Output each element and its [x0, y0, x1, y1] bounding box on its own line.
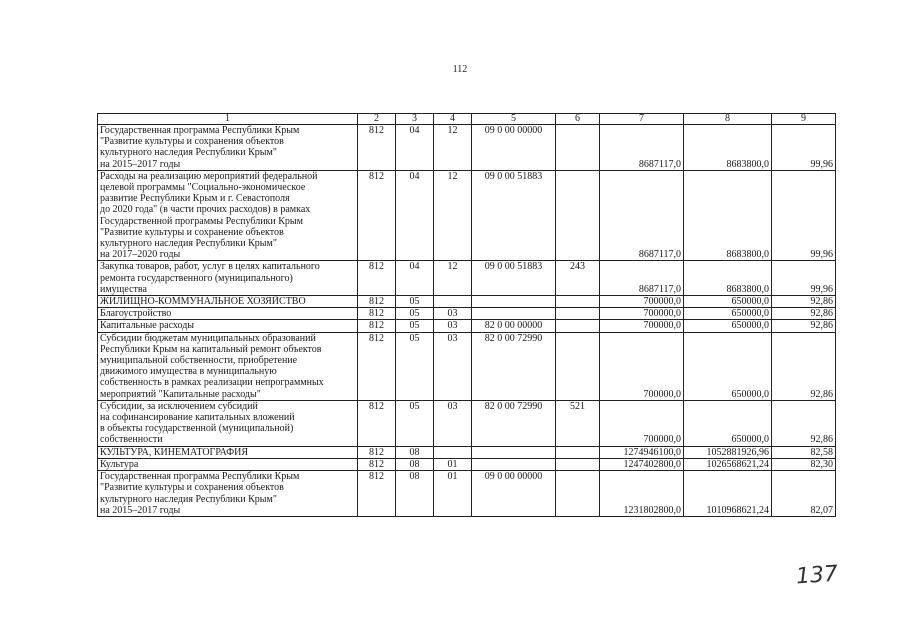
- cell-ministry-code: 812: [358, 296, 396, 308]
- cell-percent: 99,96: [772, 125, 836, 171]
- cell-expense-type: [556, 458, 600, 470]
- table-row: [98, 308, 836, 320]
- cell-target-article: 82 0 00 72990: [472, 400, 556, 446]
- cell-percent: 82,07: [772, 471, 836, 517]
- table-row: [98, 170, 836, 261]
- cell-executed: 650000,0: [684, 400, 772, 446]
- cell-percent: 92,86: [772, 320, 836, 332]
- cell-subsection: 03: [434, 308, 472, 320]
- table-row: [98, 261, 836, 296]
- column-header: 5: [472, 114, 556, 125]
- table-row: [98, 332, 836, 400]
- cell-percent: 92,86: [772, 296, 836, 308]
- cell-planned: 8687117,0: [600, 125, 684, 171]
- row-description: Культура: [98, 458, 358, 470]
- cell-executed: 1052881926,96: [684, 446, 772, 458]
- cell-percent: 92,86: [772, 400, 836, 446]
- column-header: 1: [98, 114, 358, 125]
- cell-expense-type: [556, 320, 600, 332]
- table-row: [98, 320, 836, 332]
- cell-expense-type: [556, 296, 600, 308]
- cell-subsection: 03: [434, 320, 472, 332]
- cell-expense-type: [556, 125, 600, 171]
- row-description: КУЛЬТУРА, КИНЕМАТОГРАФИЯ: [98, 446, 358, 458]
- cell-subsection: [434, 296, 472, 308]
- cell-planned: 700000,0: [600, 400, 684, 446]
- table-row: [98, 296, 836, 308]
- cell-executed: 650000,0: [684, 308, 772, 320]
- cell-planned: 700000,0: [600, 296, 684, 308]
- cell-percent: 92,86: [772, 308, 836, 320]
- cell-executed: 1010968621,24: [684, 471, 772, 517]
- column-header: 7: [600, 114, 684, 125]
- cell-expense-type: [556, 446, 600, 458]
- cell-percent: 92,86: [772, 332, 836, 400]
- row-description: Государственная программа Республики Крым "Развитие культуры и сохранения объектов культурного наследия Республики Крым" на 2015–2017 годы: [98, 471, 358, 517]
- cell-executed: 8683800,0: [684, 261, 772, 296]
- table-row: [98, 400, 836, 446]
- cell-planned: 8687117,0: [600, 170, 684, 261]
- cell-percent: 82,58: [772, 446, 836, 458]
- cell-target-article: 09 0 00 00000: [472, 471, 556, 517]
- cell-ministry-code: 812: [358, 320, 396, 332]
- cell-ministry-code: 812: [358, 332, 396, 400]
- table-row: [98, 446, 836, 458]
- column-header: 2: [358, 114, 396, 125]
- page-number: 112: [452, 64, 468, 75]
- cell-executed: 650000,0: [684, 320, 772, 332]
- cell-ministry-code: 812: [358, 170, 396, 261]
- cell-expense-type: [556, 170, 600, 261]
- cell-expense-type: 243: [556, 261, 600, 296]
- cell-subsection: 03: [434, 332, 472, 400]
- cell-subsection: 03: [434, 400, 472, 446]
- cell-section: 08: [396, 458, 434, 470]
- cell-section: 05: [396, 308, 434, 320]
- cell-subsection: 12: [434, 125, 472, 171]
- row-description: Благоустройство: [98, 308, 358, 320]
- row-description: Расходы на реализацию мероприятий федеральной целевой программы "Социально-экономическое развитие Республики Крым и г. Севастополя до 2020 года" (в части прочих расходов) в рамках Государственной программы Республики Крым "Развитие культуры и сохранение объектов культурного наследия Республики Крым" на 2017–2020 годы: [98, 170, 358, 261]
- cell-expense-type: [556, 332, 600, 400]
- row-description: Капитальные расходы: [98, 320, 358, 332]
- cell-section: 04: [396, 170, 434, 261]
- cell-ministry-code: 812: [358, 125, 396, 171]
- cell-target-article: [472, 296, 556, 308]
- cell-section: 05: [396, 296, 434, 308]
- cell-percent: 82,30: [772, 458, 836, 470]
- cell-planned: 700000,0: [600, 320, 684, 332]
- row-description: Государственная программа Республики Крым "Развитие культуры и сохранения объектов культурного наследия Республики Крым" на 2015–2017 годы: [98, 125, 358, 171]
- cell-expense-type: [556, 308, 600, 320]
- cell-planned: 1247402800,0: [600, 458, 684, 470]
- cell-percent: 99,96: [772, 261, 836, 296]
- cell-target-article: 09 0 00 51883: [472, 170, 556, 261]
- cell-ministry-code: 812: [358, 446, 396, 458]
- budget-table: [97, 113, 836, 517]
- table-row: [98, 125, 836, 171]
- cell-percent: 99,96: [772, 170, 836, 261]
- cell-section: 08: [396, 446, 434, 458]
- cell-section: 05: [396, 400, 434, 446]
- cell-planned: 700000,0: [600, 332, 684, 400]
- cell-ministry-code: 812: [358, 458, 396, 470]
- cell-executed: 1026568621,24: [684, 458, 772, 470]
- row-description: Субсидии, за исключением субсидий на софинансирование капитальных вложений в объекты государственной (муниципальной) собственности: [98, 400, 358, 446]
- table-row: [98, 458, 836, 470]
- cell-executed: 650000,0: [684, 296, 772, 308]
- column-header: 6: [556, 114, 600, 125]
- cell-ministry-code: 812: [358, 471, 396, 517]
- cell-subsection: 12: [434, 170, 472, 261]
- column-header: 8: [684, 114, 772, 125]
- column-header: 3: [396, 114, 434, 125]
- handwritten-page-number: 137: [795, 561, 839, 590]
- cell-target-article: 82 0 00 72990: [472, 332, 556, 400]
- cell-ministry-code: 812: [358, 261, 396, 296]
- cell-planned: 8687117,0: [600, 261, 684, 296]
- cell-ministry-code: 812: [358, 400, 396, 446]
- cell-planned: 700000,0: [600, 308, 684, 320]
- cell-target-article: 82 0 00 00000: [472, 320, 556, 332]
- cell-target-article: [472, 446, 556, 458]
- cell-ministry-code: 812: [358, 308, 396, 320]
- cell-planned: 1231802800,0: [600, 471, 684, 517]
- column-header: 4: [434, 114, 472, 125]
- cell-executed: 8683800,0: [684, 170, 772, 261]
- row-description: Субсидии бюджетам муниципальных образований Республики Крым на капитальный ремонт объектов муниципальной собственности, приобретение движимого имущества в муниципальную собственность в рамках реализации непрограммных мероприятий "Капитальные расходы": [98, 332, 358, 400]
- table-row: [98, 471, 836, 517]
- cell-subsection: 12: [434, 261, 472, 296]
- cell-section: 04: [396, 125, 434, 171]
- cell-target-article: 09 0 00 00000: [472, 125, 556, 171]
- cell-target-article: 09 0 00 51883: [472, 261, 556, 296]
- cell-subsection: 01: [434, 471, 472, 517]
- cell-target-article: [472, 308, 556, 320]
- cell-section: 05: [396, 320, 434, 332]
- cell-executed: 650000,0: [684, 332, 772, 400]
- cell-subsection: [434, 446, 472, 458]
- cell-section: 04: [396, 261, 434, 296]
- row-description: ЖИЛИЩНО-КОММУНАЛЬНОЕ ХОЗЯЙСТВО: [98, 296, 358, 308]
- cell-subsection: 01: [434, 458, 472, 470]
- cell-section: 08: [396, 471, 434, 517]
- column-header: 9: [772, 114, 836, 125]
- cell-expense-type: [556, 471, 600, 517]
- row-description: Закупка товаров, работ, услуг в целях капитального ремонта государственного (муниципального) имущества: [98, 261, 358, 296]
- cell-executed: 8683800,0: [684, 125, 772, 171]
- cell-planned: 1274946100,0: [600, 446, 684, 458]
- cell-section: 05: [396, 332, 434, 400]
- cell-expense-type: 521: [556, 400, 600, 446]
- table-header-row: [98, 114, 836, 125]
- cell-target-article: [472, 458, 556, 470]
